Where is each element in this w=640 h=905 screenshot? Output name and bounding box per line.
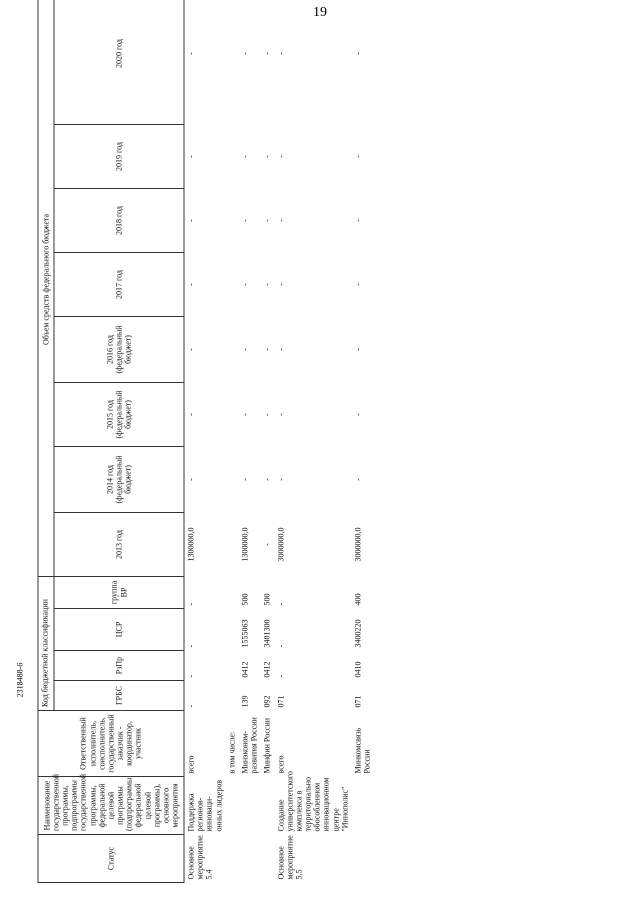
- row-vr: [225, 576, 238, 608]
- row-value: 1300000,0: [240, 527, 250, 562]
- row-value: -: [240, 413, 250, 416]
- row-csr: -: [186, 644, 196, 648]
- row-value: -: [262, 413, 272, 416]
- row-csr: 3400220: [353, 619, 363, 648]
- table-row: [274, 0, 352, 883]
- row-value: -: [262, 155, 272, 158]
- row-value: -: [276, 413, 285, 416]
- row-value: -: [276, 283, 285, 286]
- row-grbs: 139: [240, 695, 250, 708]
- row-value: [225, 512, 238, 576]
- row-value: [225, 0, 238, 124]
- row-value: -: [276, 478, 285, 481]
- row-value: -: [186, 283, 196, 286]
- row-value: -: [353, 219, 363, 222]
- row-rzpr: -: [276, 674, 285, 678]
- row-value: -: [240, 283, 250, 286]
- row-rzpr: 0410: [353, 661, 363, 678]
- row-vr: 400: [353, 593, 363, 606]
- header-grbs: ГРБС: [54, 681, 184, 711]
- row-value: -: [262, 478, 272, 481]
- row-value: -: [240, 219, 250, 222]
- row-value: [225, 124, 238, 188]
- page-number: 19: [313, 5, 327, 20]
- row-value: -: [276, 52, 285, 55]
- row-status: [238, 835, 260, 883]
- row-value: [225, 382, 238, 446]
- header-year-2014: 2014 год (федеральный бюджет): [54, 446, 184, 512]
- row-status: Основное мероприятие 5.4: [186, 835, 214, 880]
- row-grbs: [225, 681, 238, 711]
- row-value: -: [186, 413, 196, 416]
- table-row: [261, 0, 274, 883]
- row-responsible: в том числе:: [227, 731, 237, 774]
- table-row: [184, 0, 225, 883]
- row-value: -: [186, 52, 196, 55]
- row-vr: 500: [262, 593, 272, 606]
- row-value: -: [262, 219, 272, 222]
- header-year-2016: 2016 год (федеральный бюджет): [54, 316, 184, 382]
- row-responsible: всего: [276, 755, 285, 774]
- row-csr: [225, 609, 238, 651]
- row-csr: -: [276, 644, 285, 648]
- row-status: [352, 835, 374, 883]
- row-value: -: [186, 155, 196, 158]
- row-value: [225, 252, 238, 316]
- row-status: [225, 835, 238, 883]
- row-value: -: [240, 155, 250, 158]
- row-csr: 3401300: [262, 619, 272, 648]
- row-grbs: 071: [353, 695, 363, 708]
- row-value: -: [276, 155, 285, 158]
- header-volume: Объем средств федерального бюджета: [38, 0, 54, 576]
- row-value: 3000000,0: [353, 527, 363, 562]
- header-year-2018: 2018 год: [54, 188, 184, 252]
- row-value: -: [353, 283, 363, 286]
- row-name: [225, 777, 238, 835]
- table-row: [238, 0, 260, 883]
- header-year-2020: 2020 год: [54, 0, 184, 124]
- row-value: -: [240, 348, 250, 351]
- header-status: Статус: [38, 835, 184, 883]
- row-name: [352, 777, 374, 835]
- row-name: Создание университетского комплекса в территориально обособленном инновационном центре "Иннополис": [276, 771, 350, 832]
- header-year-2017: 2017 год: [54, 252, 184, 316]
- row-value: -: [186, 478, 196, 481]
- row-vr: -: [276, 602, 285, 606]
- row-status: [261, 835, 274, 883]
- row-name: Поддержка регионов-инноваци-онных лидеров: [186, 779, 224, 832]
- row-value: [225, 316, 238, 382]
- row-value: -: [262, 543, 272, 546]
- header-year-2015: 2015 год (федеральный бюджет): [54, 382, 184, 446]
- header-year-2019: 2019 год: [54, 124, 184, 188]
- row-grbs: -: [186, 704, 196, 708]
- row-vr: -: [186, 602, 196, 606]
- row-csr: 1555063: [240, 619, 250, 648]
- row-name: [238, 777, 260, 835]
- row-value: -: [240, 478, 250, 481]
- row-value: -: [262, 348, 272, 351]
- row-value: -: [353, 348, 363, 351]
- row-value: -: [276, 348, 285, 351]
- row-status: Основное мероприятие 5.5: [276, 835, 304, 880]
- row-value: [225, 446, 238, 512]
- row-grbs: 071: [276, 695, 285, 708]
- row-value: -: [276, 219, 285, 222]
- row-vr: 500: [240, 593, 250, 606]
- header-name: Наименование государственной программы, подпрограммы государственной программы, федеральной целевой программы (подпрограммы федеральной целевой программы), основного мероприятия: [38, 777, 184, 835]
- table-row: [225, 0, 238, 883]
- row-value: [225, 188, 238, 252]
- header-vr: группа ВР: [54, 576, 184, 608]
- row-responsible: всего: [186, 755, 196, 774]
- row-rzpr: [225, 651, 238, 681]
- header-year-2013: 2013 год: [54, 512, 184, 576]
- document-id: 2318488-6: [15, 662, 25, 698]
- row-value: -: [186, 348, 196, 351]
- row-value: -: [353, 413, 363, 416]
- row-grbs: 092: [262, 695, 272, 708]
- row-rzpr: 0412: [240, 661, 250, 678]
- row-responsible: Минэконом-развития России: [240, 717, 259, 774]
- row-value: -: [353, 478, 363, 481]
- row-value: -: [262, 52, 272, 55]
- budget-table-rotated: [38, 23, 603, 883]
- row-responsible: Минфин России: [262, 717, 272, 774]
- row-name: [261, 777, 274, 835]
- row-value: -: [262, 283, 272, 286]
- row-value: 1300000,0: [186, 527, 196, 562]
- row-rzpr: -: [186, 674, 196, 678]
- row-value: -: [353, 52, 363, 55]
- header-responsible: Ответственный исполнитель, соисполнитель, государственный заказчик - координатор, участник: [38, 711, 184, 777]
- table-row: [352, 0, 374, 883]
- header-budget-code: Код бюджетной классификации: [38, 576, 54, 710]
- row-value: -: [186, 219, 196, 222]
- header-csr: ЦСР: [54, 609, 184, 651]
- row-rzpr: 0412: [262, 661, 272, 678]
- header-rzpr: РзПр: [54, 651, 184, 681]
- row-value: 3000000,0: [276, 527, 285, 562]
- row-value: -: [353, 155, 363, 158]
- budget-table: [38, 0, 374, 883]
- row-value: -: [240, 52, 250, 55]
- row-responsible: Минкомсвязь России: [353, 727, 372, 774]
